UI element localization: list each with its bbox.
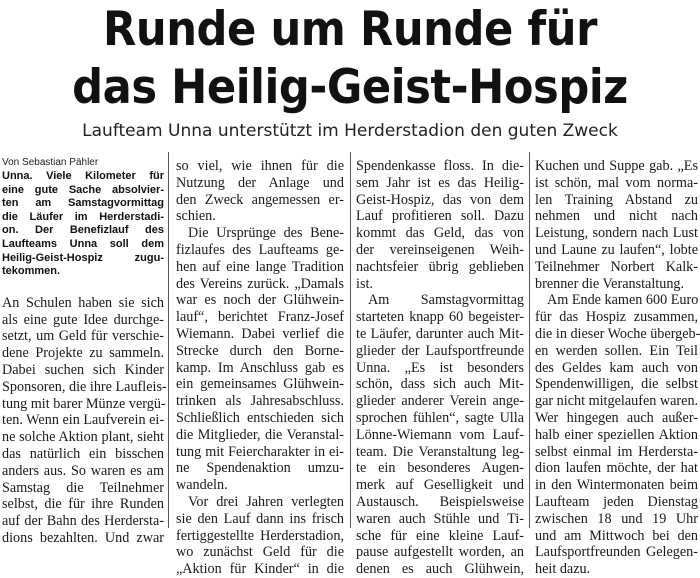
- text-line: Schließlich entschieden sich: [176, 409, 344, 426]
- text-line: tung mit barer Münze vergü-: [2, 395, 166, 412]
- text-line: Vor drei Jahren verlegten: [188, 493, 344, 510]
- text-line: die in dieser Woche übergeb-: [535, 325, 700, 342]
- text-line: Austausch. Beispielsweise: [356, 493, 524, 510]
- text-line: Nutzung der Anlage und: [176, 174, 344, 191]
- text-line: trinken als Jahresabschluss.: [176, 393, 344, 410]
- text-line: ist.: [356, 275, 373, 292]
- text-line: sprochen fühlen“, sagte Ulla: [356, 409, 524, 426]
- text-line: An Schulen haben sie sich: [2, 294, 164, 311]
- text-line: für das Hospiz zusammen,: [535, 309, 698, 326]
- text-line: waren auch Stühle und Ti-: [356, 510, 524, 527]
- text-line: auf der Bahn des Herdersta-: [2, 513, 164, 530]
- text-line: Lönne-Wiemann vom Lauf-: [356, 426, 524, 443]
- text-line: tung mit Feiercharakter in ei-: [176, 443, 344, 460]
- text-line: fertiggestellte Herderstadion,: [176, 527, 344, 544]
- text-line: Unna. „Es ist besonders: [356, 359, 524, 376]
- text-line: gar nicht mitgelaufen waren.: [535, 393, 699, 410]
- text-line: ist schön, mal vom norma-: [535, 174, 698, 191]
- text-line: len Training Abstand zu: [535, 191, 698, 208]
- text-line: selbst einmal im Herdersta-: [535, 443, 698, 460]
- text-line: glieder der Laufsportfreunde: [356, 342, 524, 359]
- text-line: Laufteam jeden Dienstag: [535, 493, 698, 510]
- text-line: des Geldes kam auch von: [535, 359, 698, 376]
- text-line: ne Spendenaktion umzu-: [176, 460, 344, 477]
- text-line: wandeln.: [176, 477, 228, 494]
- text-line: Wiemann. Dabei verlief die: [176, 325, 344, 342]
- text-line: eine gute Sache absolvier-: [2, 183, 164, 196]
- text-line: Kuchen und Suppe gab. „Es: [535, 158, 698, 174]
- text-line: nehmen und nicht nach: [535, 208, 698, 225]
- text-line: te ein besonderes Augen-: [356, 460, 524, 477]
- text-line: nachtsfeier übrig geblieben: [356, 258, 524, 275]
- text-line: heit dazu.: [535, 561, 591, 578]
- headline-line-1: Runde um Runde für: [103, 2, 597, 57]
- text-line: halb einer speziellen Aktion: [535, 426, 698, 443]
- headline-line-2: das Heilig-Geist-Hospiz: [72, 60, 628, 115]
- text-line: Laufteams Unna soll dem: [2, 237, 164, 250]
- text-line: dene Projekte zu sammeln.: [2, 345, 164, 362]
- lead-paragraph: [2, 170, 164, 279]
- text-line: schön, dass sich auch Mit-: [356, 376, 524, 393]
- text-line: Leistung, sondern nach Lust: [535, 225, 698, 242]
- column-divider: [529, 152, 530, 528]
- text-line: in den Wintermonaten beim: [535, 477, 698, 494]
- text-line: „Aktion für Kinder“ in die: [176, 561, 344, 578]
- text-line: kamp. Im Anschluss gab es: [176, 359, 344, 376]
- text-line: Geist-Hospiz, das von dem: [356, 191, 524, 208]
- text-line: die Läufer im Herderstadi-: [2, 210, 164, 223]
- body-text: [356, 158, 524, 578]
- text-line: lauf“, berichtet Franz-Josef: [176, 309, 344, 326]
- text-line: tekommen.: [2, 265, 61, 278]
- text-line: fizlaufes des Laufteams ge-: [176, 241, 344, 258]
- body-text: [2, 294, 167, 547]
- text-line: pause aufgestellt worden, an: [356, 544, 524, 561]
- text-line: dion laufen möchte, der hat: [535, 460, 698, 477]
- text-line: kommt das Geld, das von: [356, 225, 524, 242]
- text-line: Teilnehmer Norbert Kalk-: [535, 258, 698, 275]
- text-line: anders aus. So waren es am: [2, 462, 164, 479]
- text-line: des Vereins zurück. „Damals: [176, 275, 344, 292]
- text-line: Die Ursprünge des Bene-: [188, 225, 344, 242]
- byline: Von Sebastian Pähler: [2, 157, 99, 168]
- text-line: Am Ende kamen 600 Euro: [547, 292, 699, 309]
- text-line: und am Mittwoch bei den: [535, 527, 698, 544]
- text-line: Samstag die Teilnehmer: [2, 479, 164, 496]
- text-line: Dabei suchen sich Kinder: [2, 361, 164, 378]
- text-line: Am Samstagvormittag: [368, 292, 524, 309]
- text-line: hen auf eine lange Tradition: [176, 258, 344, 275]
- text-line: team. Die Veranstaltung leg-: [356, 443, 524, 460]
- text-line: dions bezahlten. Und zwar: [2, 529, 164, 546]
- text-line: sem Jahr ist es das Heilig-: [356, 174, 524, 191]
- body-text: [535, 158, 698, 578]
- article-column-2: [176, 158, 344, 578]
- text-line: so viel, wie ihnen für die: [176, 158, 344, 174]
- text-line: Strecke durch den Borne-: [176, 342, 344, 359]
- article-column-1: [2, 156, 167, 547]
- text-line: selbst, die für ihre Runden: [2, 496, 164, 513]
- text-line: sche für eine kleine Lauf-: [356, 527, 524, 544]
- text-line: on. Der Benefizlauf des: [2, 224, 164, 237]
- column-divider: [168, 152, 169, 528]
- text-line: Spendenwilligen, die selbst: [535, 376, 698, 393]
- text-line: denen es auch Glühwein,: [356, 561, 524, 578]
- text-line: Spendenkasse floss. In die-: [356, 158, 524, 174]
- column-divider: [350, 152, 351, 528]
- text-line: die Mitglieder, die Veranstal-: [176, 426, 344, 443]
- text-line: zwischen 18 und 19 Uhr: [535, 510, 698, 527]
- text-line: merk auf Geselligkeit und: [356, 477, 524, 494]
- article-column-4: [535, 158, 698, 578]
- text-line: wo zunächst Geld für die: [176, 544, 344, 561]
- text-line: ten am Samstagvormittag: [2, 197, 164, 210]
- text-line: als eine gute Idee durchge-: [2, 311, 164, 328]
- body-text: [176, 158, 344, 578]
- text-line: ten. Wenn ein Laufverein ei-: [2, 412, 165, 429]
- text-line: Sponsoren, die ihre Laufleis-: [2, 378, 167, 395]
- text-line: sie den Lauf dann ins frisch: [176, 510, 344, 527]
- text-line: das natürlich ein bisschen: [2, 445, 164, 462]
- text-line: Lauf profitieren soll. Dazu: [356, 208, 524, 225]
- text-line: war es noch der Glühwein-: [176, 292, 344, 309]
- text-line: Unna. Viele Kilometer für: [2, 170, 164, 182]
- text-line: en werden sollen. Ein Teil: [535, 342, 698, 359]
- text-line: te Läufer, darunter auch Mit-: [356, 325, 524, 342]
- text-line: ne solche Aktion plant, sieht: [2, 429, 164, 446]
- text-line: den Zweck angemessen er-: [176, 191, 344, 208]
- text-line: Heilig-Geist-Hospiz zugu-: [2, 251, 164, 264]
- text-line: schien.: [176, 208, 216, 225]
- article-column-3: [356, 158, 524, 578]
- text-line: setzt, um Geld für verschie-: [2, 328, 164, 345]
- text-line: starteten knapp 60 begeister-: [356, 309, 524, 326]
- text-line: ein gemeinsames Glühwein-: [176, 376, 344, 393]
- text-line: der vereinseigenen Weih-: [356, 241, 524, 258]
- subheadline: Laufteam Unna unterstützt im Herderstadion den guten Zweck: [82, 121, 618, 141]
- text-line: glieder anderer Verein ange-: [356, 393, 524, 410]
- text-line: Wer hingegen auch außer-: [535, 409, 698, 426]
- text-line: Laufsportfreunden Gelegen-: [535, 544, 698, 561]
- text-line: und Laune zu laufen“, lobte: [535, 241, 698, 258]
- text-line: brenner die Veranstaltung.: [535, 275, 685, 292]
